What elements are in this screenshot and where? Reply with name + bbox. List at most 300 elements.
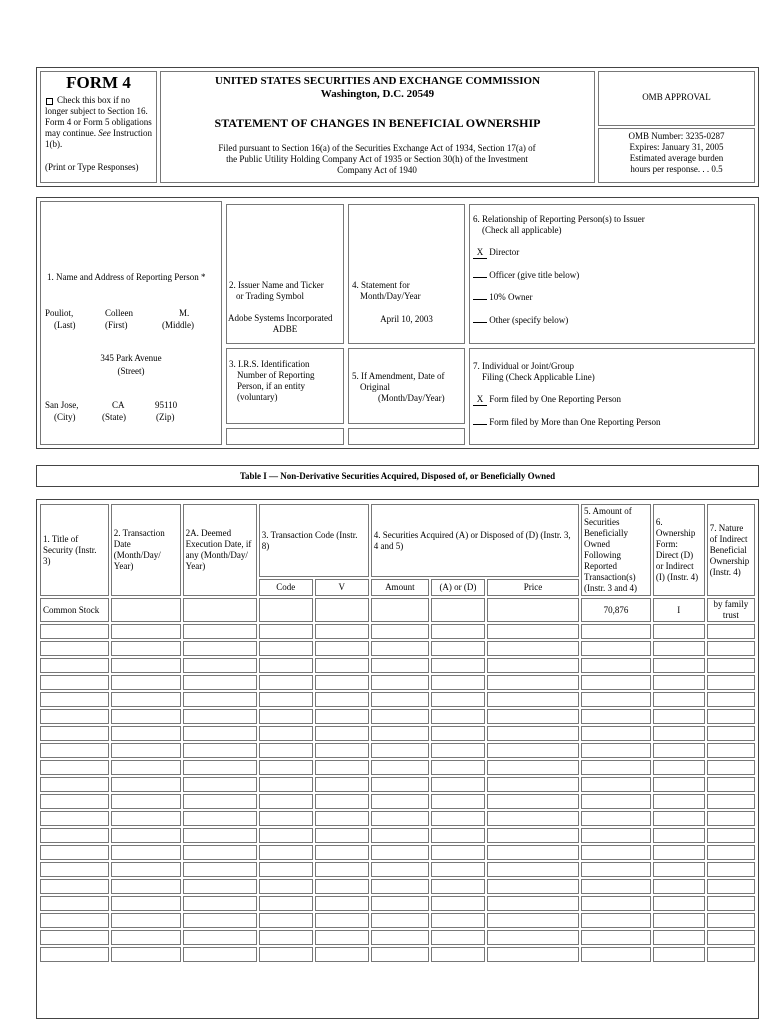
col-amount-owned: 5. Amount of Securities Beneficially Owned Following Reported Transaction(s) (Instr. 3 and 4) — [581, 504, 651, 596]
table-cell[interactable] — [111, 794, 181, 809]
officer-option[interactable] — [473, 270, 579, 281]
filing-label: 7. Individual or Joint/Group — [473, 361, 574, 371]
table-cell[interactable] — [431, 947, 485, 962]
amendment-label-3: (Month/Day/Year) — [378, 393, 445, 403]
issuer-name[interactable]: Adobe Systems Incorporated — [228, 313, 333, 323]
table-cell[interactable] — [315, 879, 369, 894]
table-cell[interactable] — [111, 624, 181, 639]
table-cell[interactable] — [371, 879, 429, 894]
table-cell[interactable] — [431, 862, 485, 877]
table-cell[interactable] — [487, 692, 579, 707]
table-cell[interactable] — [653, 658, 705, 673]
table-cell[interactable] — [40, 777, 109, 792]
table-cell[interactable] — [183, 709, 257, 724]
table-cell[interactable] — [371, 726, 429, 741]
table-cell[interactable] — [40, 641, 109, 656]
table-cell[interactable] — [581, 692, 651, 707]
irs-label-3: Person, if an entity — [237, 381, 305, 391]
row-transaction-date[interactable] — [111, 598, 181, 622]
table-cell[interactable] — [431, 879, 485, 894]
table-cell[interactable] — [371, 743, 429, 758]
table-cell[interactable] — [431, 692, 485, 707]
col-securities-acquired: 4. Securities Acquired (A) or Disposed of (D) (Instr. 3, 4 and 5) — [371, 504, 579, 577]
col-deemed-date: 2A. Deemed Execution Date, if any (Month/Day/ Year) — [183, 504, 257, 596]
ten-pct-label: 10% Owner — [489, 292, 533, 302]
table-cell[interactable] — [581, 896, 651, 911]
table-cell[interactable] — [371, 709, 429, 724]
statement-date[interactable]: April 10, 2003 — [380, 314, 433, 324]
table-cell[interactable] — [581, 709, 651, 724]
statement-title: STATEMENT OF CHANGES IN BENEFICIAL OWNERSHIP — [214, 116, 541, 130]
table-cell[interactable] — [371, 947, 429, 962]
table-cell[interactable] — [487, 675, 579, 690]
table-cell[interactable] — [183, 692, 257, 707]
table-cell[interactable] — [707, 845, 755, 860]
table-cell[interactable] — [315, 828, 369, 843]
table-cell[interactable] — [431, 845, 485, 860]
table-cell[interactable] — [183, 658, 257, 673]
row-security[interactable]: Common Stock — [40, 598, 109, 622]
table-cell[interactable] — [315, 862, 369, 877]
table-cell[interactable] — [431, 794, 485, 809]
table-cell[interactable] — [259, 811, 313, 826]
table-cell[interactable] — [183, 794, 257, 809]
table-cell[interactable] — [581, 845, 651, 860]
table-cell[interactable] — [487, 896, 579, 911]
table-cell[interactable] — [581, 624, 651, 639]
table-cell[interactable] — [371, 624, 429, 639]
table-cell[interactable] — [581, 862, 651, 877]
table-cell[interactable] — [581, 658, 651, 673]
table-cell[interactable] — [581, 726, 651, 741]
table-cell[interactable] — [111, 692, 181, 707]
table-cell[interactable] — [707, 930, 755, 945]
table-cell[interactable] — [183, 913, 257, 928]
table-cell[interactable] — [487, 879, 579, 894]
table-cell[interactable] — [315, 624, 369, 639]
table-cell[interactable] — [431, 624, 485, 639]
table-row — [40, 760, 755, 775]
table-cell[interactable] — [111, 726, 181, 741]
table-cell[interactable] — [581, 675, 651, 690]
table-cell[interactable] — [653, 947, 705, 962]
table-cell[interactable] — [183, 726, 257, 741]
table-cell[interactable] — [315, 743, 369, 758]
table-cell[interactable] — [40, 794, 109, 809]
table-cell[interactable] — [259, 794, 313, 809]
table-cell[interactable] — [707, 828, 755, 843]
table-cell[interactable] — [40, 811, 109, 826]
table-cell[interactable] — [653, 726, 705, 741]
table-cell[interactable] — [707, 862, 755, 877]
table-cell[interactable] — [431, 930, 485, 945]
table-cell[interactable] — [259, 896, 313, 911]
table-cell[interactable] — [183, 777, 257, 792]
table-cell[interactable] — [40, 675, 109, 690]
table-cell[interactable] — [111, 845, 181, 860]
table-cell[interactable] — [653, 692, 705, 707]
table-cell[interactable] — [315, 947, 369, 962]
see-label: See — [98, 128, 111, 138]
table-cell[interactable] — [259, 930, 313, 945]
table-cell[interactable] — [315, 930, 369, 945]
table-cell[interactable] — [40, 692, 109, 707]
table-cell[interactable] — [371, 845, 429, 860]
table-cell[interactable] — [371, 794, 429, 809]
table-row — [40, 947, 755, 962]
irs-value-box[interactable] — [226, 428, 344, 445]
zip[interactable]: 95110 — [155, 400, 178, 410]
table-cell[interactable] — [431, 726, 485, 741]
table-cell[interactable] — [581, 743, 651, 758]
street-label: (Street) — [117, 366, 145, 376]
table-cell[interactable] — [315, 675, 369, 690]
row-code[interactable] — [259, 598, 313, 622]
table-cell[interactable] — [259, 658, 313, 673]
table-cell[interactable] — [259, 675, 313, 690]
table-cell[interactable] — [431, 777, 485, 792]
table-cell[interactable] — [581, 641, 651, 656]
table-cell[interactable] — [371, 777, 429, 792]
table-cell[interactable] — [111, 947, 181, 962]
other-mark[interactable] — [473, 322, 487, 323]
table-cell[interactable] — [111, 930, 181, 945]
issuer-label: 2. Issuer Name and Ticker — [229, 280, 324, 290]
table-row — [40, 794, 755, 809]
table-cell[interactable] — [371, 811, 429, 826]
table-cell[interactable] — [259, 709, 313, 724]
table-cell[interactable] — [183, 930, 257, 945]
table-cell[interactable] — [487, 709, 579, 724]
omb-hours: hours per response. . . 0.5 — [630, 164, 723, 174]
table-cell[interactable] — [111, 811, 181, 826]
table-cell[interactable] — [581, 811, 651, 826]
table-cell[interactable] — [653, 641, 705, 656]
table-cell[interactable] — [371, 896, 429, 911]
table-cell[interactable] — [111, 641, 181, 656]
table-cell[interactable] — [653, 862, 705, 877]
table-cell[interactable] — [487, 845, 579, 860]
table-cell[interactable] — [487, 743, 579, 758]
table-cell[interactable] — [315, 692, 369, 707]
table-cell[interactable] — [707, 726, 755, 741]
table-cell[interactable] — [259, 913, 313, 928]
table-cell[interactable] — [581, 777, 651, 792]
one-person-mark[interactable]: X — [473, 394, 487, 406]
row-nature-indirect[interactable]: by family trust — [707, 598, 755, 622]
table-cell[interactable] — [315, 845, 369, 860]
table-row — [40, 811, 755, 826]
table-cell[interactable] — [431, 675, 485, 690]
table-row — [40, 726, 755, 741]
table-cell[interactable] — [183, 879, 257, 894]
table-row — [40, 930, 755, 945]
middle-name[interactable]: M. — [179, 308, 190, 318]
table-cell[interactable] — [259, 862, 313, 877]
issuer-ticker[interactable]: ADBE — [272, 324, 298, 334]
table-cell[interactable] — [40, 845, 109, 860]
table-cell[interactable] — [707, 879, 755, 894]
table-cell[interactable] — [40, 913, 109, 928]
table-cell[interactable] — [371, 828, 429, 843]
table-cell[interactable] — [40, 862, 109, 877]
table-cell[interactable] — [707, 777, 755, 792]
table-cell[interactable] — [111, 862, 181, 877]
table-cell[interactable] — [431, 743, 485, 758]
table-cell[interactable] — [371, 913, 429, 928]
table-cell[interactable] — [259, 641, 313, 656]
check-box-instruction: Check this box if no longer subject to Section 16. Form 4 or Form 5 obligations may continue. — [45, 95, 152, 138]
table-cell[interactable] — [315, 726, 369, 741]
table-cell[interactable] — [40, 879, 109, 894]
table-cell[interactable] — [371, 641, 429, 656]
more-person-label: Form filed by More than One Reporting Person — [489, 417, 661, 427]
table-cell[interactable] — [315, 641, 369, 656]
table-cell[interactable] — [371, 692, 429, 707]
statement-label-2: Month/Day/Year — [360, 291, 421, 301]
table-row — [40, 624, 755, 639]
table-cell[interactable] — [183, 624, 257, 639]
table-cell[interactable] — [653, 845, 705, 860]
table-cell[interactable] — [183, 845, 257, 860]
table-cell[interactable] — [487, 624, 579, 639]
amendment-value-box[interactable] — [348, 428, 465, 445]
table-cell[interactable] — [40, 930, 109, 945]
ten-pct-option[interactable] — [473, 292, 533, 303]
other-option[interactable] — [473, 315, 568, 326]
table-cell[interactable] — [707, 641, 755, 656]
table-cell[interactable] — [371, 658, 429, 673]
table-cell[interactable] — [487, 794, 579, 809]
street-address[interactable]: 345 Park Avenue — [100, 353, 162, 363]
table-cell[interactable] — [431, 896, 485, 911]
table-cell[interactable] — [707, 624, 755, 639]
table-cell[interactable] — [581, 930, 651, 945]
table-cell[interactable] — [707, 709, 755, 724]
table-cell[interactable] — [40, 896, 109, 911]
table-cell[interactable] — [707, 675, 755, 690]
table-cell[interactable] — [653, 777, 705, 792]
city-label: (City) — [54, 412, 76, 422]
table-cell[interactable] — [111, 743, 181, 758]
table-cell[interactable] — [183, 641, 257, 656]
row-price[interactable] — [487, 598, 579, 622]
table-cell[interactable] — [371, 862, 429, 877]
row-ownership-form[interactable]: I — [653, 598, 705, 622]
table-cell[interactable] — [183, 896, 257, 911]
table-cell[interactable] — [487, 811, 579, 826]
table-cell[interactable] — [653, 624, 705, 639]
table-cell[interactable] — [431, 828, 485, 843]
table-row — [40, 879, 755, 894]
one-person-option[interactable] — [473, 394, 621, 406]
more-person-mark[interactable] — [473, 424, 487, 425]
zip-label: (Zip) — [156, 412, 175, 422]
table-cell[interactable] — [653, 760, 705, 775]
table-cell[interactable] — [581, 879, 651, 894]
table-cell[interactable] — [653, 794, 705, 809]
table-cell[interactable] — [487, 862, 579, 877]
table-cell[interactable] — [259, 743, 313, 758]
table-cell[interactable] — [111, 675, 181, 690]
table-cell[interactable] — [487, 726, 579, 741]
state[interactable]: CA — [112, 400, 125, 410]
filing-label-2: Filing (Check Applicable Line) — [482, 372, 595, 382]
table-cell[interactable] — [111, 896, 181, 911]
table-cell[interactable] — [183, 811, 257, 826]
table-row — [40, 777, 755, 792]
table-cell[interactable] — [183, 947, 257, 962]
table-row — [40, 675, 755, 690]
table-cell[interactable] — [707, 811, 755, 826]
table-cell[interactable] — [707, 947, 755, 962]
table-cell[interactable] — [111, 709, 181, 724]
table-cell[interactable] — [487, 828, 579, 843]
officer-mark[interactable] — [473, 277, 487, 278]
table-cell[interactable] — [431, 760, 485, 775]
col-ownership-form: 6. Ownership Form: Direct (D) or Indirect (I) (Instr. 4) — [653, 504, 705, 596]
row-v[interactable] — [315, 598, 369, 622]
table-cell[interactable] — [40, 726, 109, 741]
table-cell[interactable] — [487, 777, 579, 792]
one-person-label: Form filed by One Reporting Person — [489, 394, 621, 404]
col-v: V — [315, 579, 369, 596]
col-code: Code — [259, 579, 313, 596]
table-row — [40, 743, 755, 758]
table-cell[interactable] — [40, 828, 109, 843]
last-name[interactable]: Pouliot, — [45, 308, 74, 318]
check-box-text — [45, 95, 155, 150]
table-cell[interactable] — [487, 930, 579, 945]
row-deemed-date[interactable] — [183, 598, 257, 622]
more-person-option[interactable] — [473, 417, 660, 428]
table-cell[interactable] — [183, 743, 257, 758]
first-name[interactable]: Colleen — [105, 308, 133, 318]
table-cell[interactable] — [653, 675, 705, 690]
table-cell[interactable] — [40, 760, 109, 775]
table-cell[interactable] — [183, 760, 257, 775]
table-cell[interactable] — [259, 760, 313, 775]
table-cell[interactable] — [653, 709, 705, 724]
table-cell[interactable] — [315, 777, 369, 792]
amendment-label: 5. If Amendment, Date of — [352, 371, 445, 381]
omb-burden: Estimated average burden — [629, 153, 724, 163]
row-amount-owned[interactable]: 70,876 — [581, 598, 651, 622]
table-cell[interactable] — [315, 760, 369, 775]
table-cell[interactable] — [431, 913, 485, 928]
director-mark[interactable]: X — [473, 247, 487, 259]
ten-pct-mark[interactable] — [473, 299, 487, 300]
table-cell[interactable] — [653, 828, 705, 843]
table-cell[interactable] — [653, 743, 705, 758]
table-cell[interactable] — [315, 896, 369, 911]
omb-approval: OMB APPROVAL — [642, 92, 711, 102]
table-cell[interactable] — [653, 811, 705, 826]
table-cell[interactable] — [259, 947, 313, 962]
table-cell[interactable] — [111, 879, 181, 894]
middle-label: (Middle) — [162, 320, 194, 330]
table-cell[interactable] — [40, 947, 109, 962]
table-cell[interactable] — [371, 930, 429, 945]
table-cell[interactable] — [315, 658, 369, 673]
col-transaction-date: 2. Transaction Date (Month/Day/ Year) — [111, 504, 181, 596]
table-cell[interactable] — [315, 709, 369, 724]
table-row — [40, 598, 755, 622]
table-cell[interactable] — [487, 641, 579, 656]
city[interactable]: San Jose, — [45, 400, 79, 410]
table-cell[interactable] — [183, 675, 257, 690]
table-cell[interactable] — [111, 828, 181, 843]
table-cell[interactable] — [487, 760, 579, 775]
table-cell[interactable] — [111, 658, 181, 673]
table-cell[interactable] — [653, 896, 705, 911]
table-cell[interactable] — [653, 913, 705, 928]
table-cell[interactable] — [371, 675, 429, 690]
omb-expires: Expires: January 31, 2005 — [629, 142, 724, 152]
table-cell[interactable] — [111, 913, 181, 928]
table-cell[interactable] — [653, 930, 705, 945]
table-cell[interactable] — [707, 896, 755, 911]
row-a-or-d[interactable] — [431, 598, 485, 622]
reporting-person-label: 1. Name and Address of Reporting Person * — [47, 272, 206, 282]
table-cell[interactable] — [259, 845, 313, 860]
filed-pursuant-text: Filed pursuant to Section 16(a) of the Securities Exchange Act of 1934, Section 17(a) of the Public Utility Holding Company Act of 1935 or Section 30(h) of the Investment Company Act of 1940 — [218, 143, 536, 175]
table-cell[interactable] — [259, 692, 313, 707]
table-cell[interactable] — [707, 743, 755, 758]
table-cell[interactable] — [111, 777, 181, 792]
table-cell[interactable] — [40, 709, 109, 724]
table-cell[interactable] — [40, 624, 109, 639]
table-cell[interactable] — [111, 760, 181, 775]
table-cell[interactable] — [371, 760, 429, 775]
table-cell[interactable] — [707, 913, 755, 928]
table-cell[interactable] — [487, 658, 579, 673]
table-cell[interactable] — [707, 658, 755, 673]
table-cell[interactable] — [315, 794, 369, 809]
director-option[interactable] — [473, 247, 519, 259]
table-cell[interactable] — [707, 760, 755, 775]
table-cell[interactable] — [259, 624, 313, 639]
table-cell[interactable] — [487, 913, 579, 928]
table-cell[interactable] — [431, 811, 485, 826]
table-cell[interactable] — [707, 794, 755, 809]
commission-location: Washington, D.C. 20549 — [320, 88, 435, 100]
table-cell[interactable] — [581, 947, 651, 962]
table-cell[interactable] — [40, 743, 109, 758]
table-cell[interactable] — [259, 726, 313, 741]
table-cell[interactable] — [315, 811, 369, 826]
table-cell[interactable] — [707, 692, 755, 707]
table-cell[interactable] — [581, 913, 651, 928]
row-amount[interactable] — [371, 598, 429, 622]
table-cell[interactable] — [183, 828, 257, 843]
table-cell[interactable] — [40, 658, 109, 673]
form-title: FORM 4 — [66, 73, 131, 92]
table-cell[interactable] — [183, 862, 257, 877]
table-cell[interactable] — [431, 658, 485, 673]
table-cell[interactable] — [487, 947, 579, 962]
table-cell[interactable] — [259, 777, 313, 792]
table-cell[interactable] — [581, 760, 651, 775]
table-cell[interactable] — [315, 913, 369, 928]
table-cell[interactable] — [653, 879, 705, 894]
table-cell[interactable] — [259, 828, 313, 843]
table-cell[interactable] — [581, 794, 651, 809]
table-cell[interactable] — [431, 641, 485, 656]
table-cell[interactable] — [431, 709, 485, 724]
table-cell[interactable] — [581, 828, 651, 843]
table-cell[interactable] — [259, 879, 313, 894]
